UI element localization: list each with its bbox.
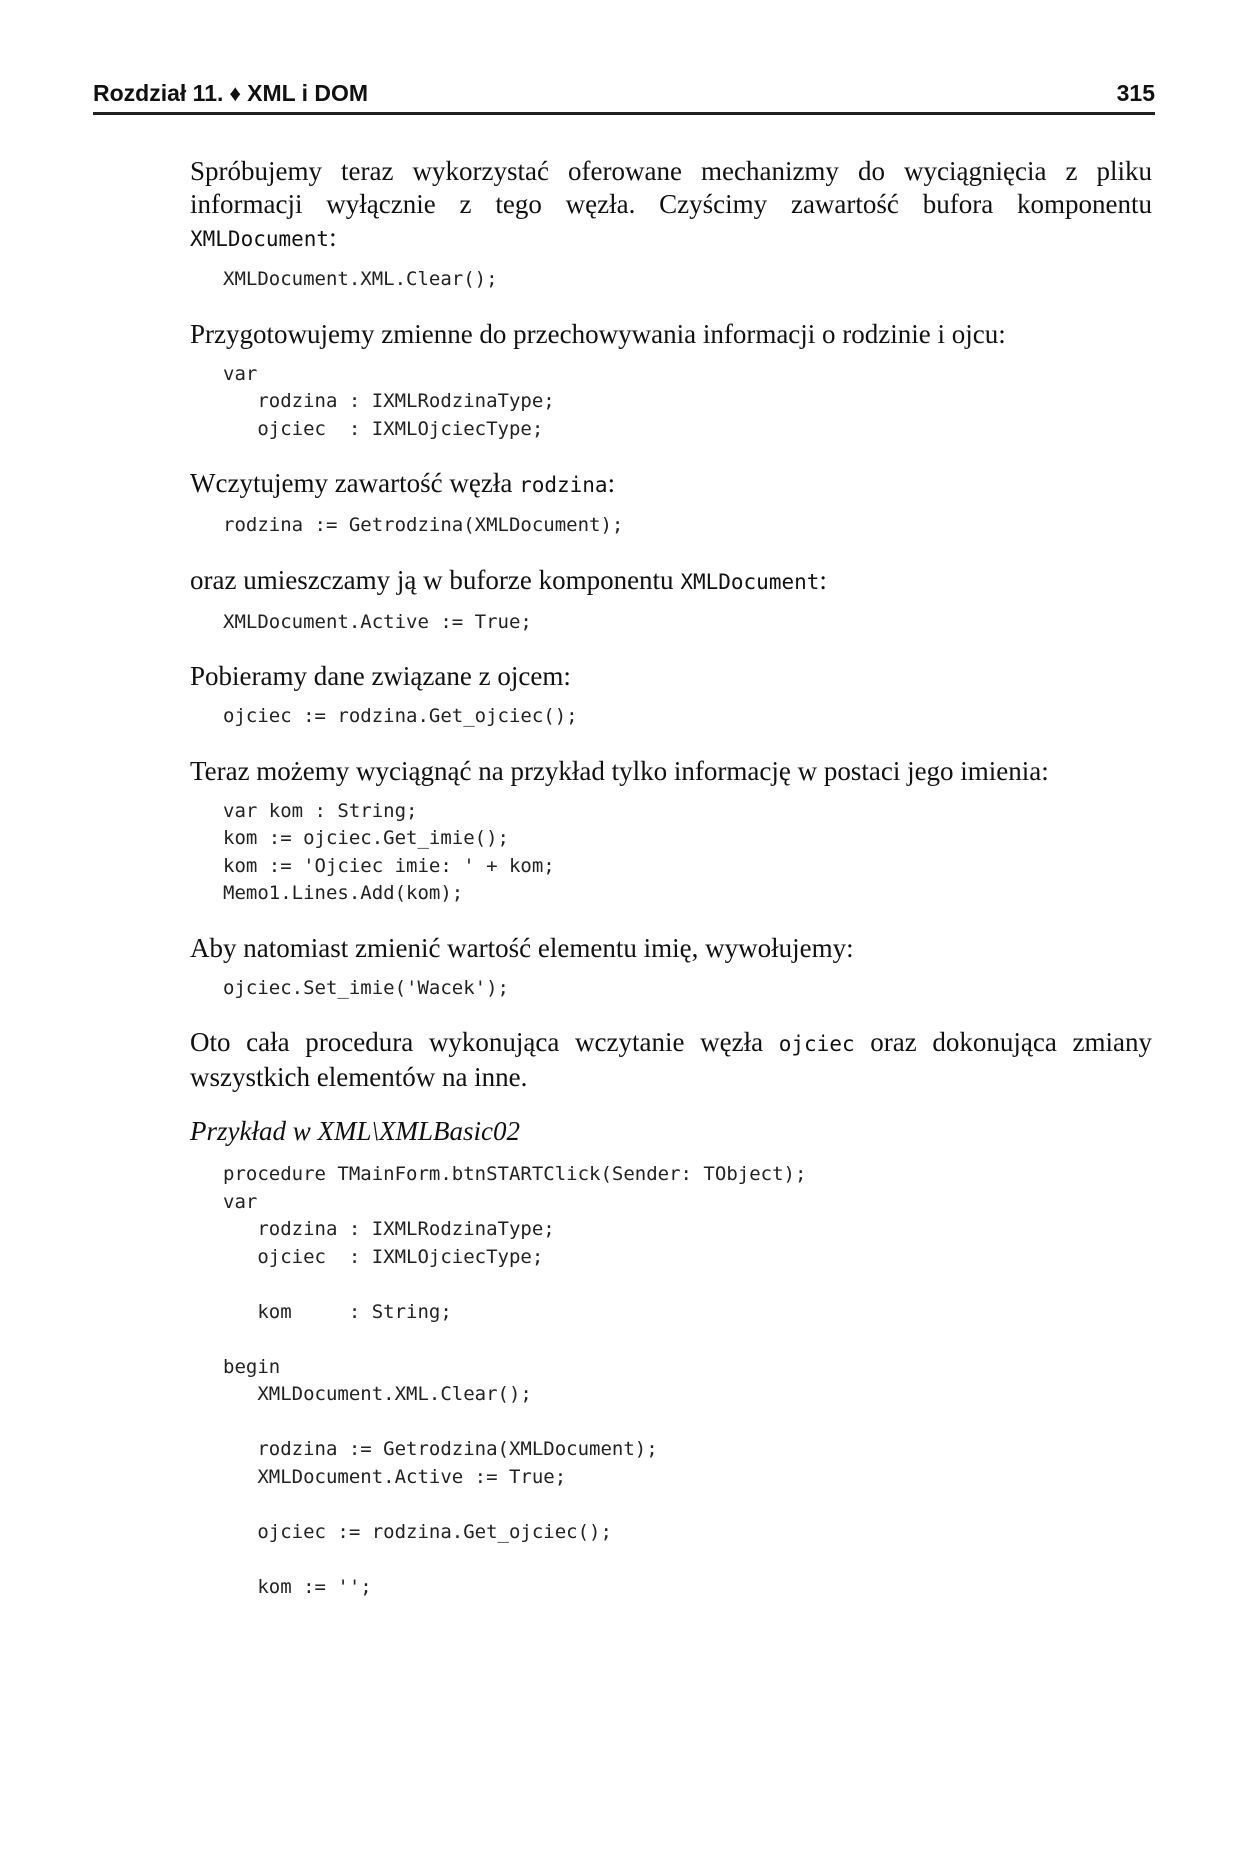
paragraph-text: oraz dokonująca zmiany wszystkich elementów na inne. bbox=[190, 1027, 1152, 1092]
page-header bbox=[93, 72, 1155, 115]
code-line: var bbox=[223, 1190, 258, 1213]
paragraph-text: : bbox=[819, 564, 827, 595]
code-line: rodzina : IXMLRodzinaType; bbox=[223, 1218, 555, 1240]
inline-code: rodzina bbox=[519, 473, 608, 497]
code-line: ojciec.Set_imie('Wacek'); bbox=[223, 976, 509, 999]
code-block-3 bbox=[223, 512, 1152, 540]
code-block-4 bbox=[223, 609, 1152, 637]
paragraph-text: : bbox=[329, 222, 337, 252]
code-block-1 bbox=[223, 266, 1152, 294]
code-line: ojciec := rodzina.Get_ojciec(); bbox=[223, 705, 578, 727]
code-line: kom := ''; bbox=[223, 1575, 372, 1598]
code-line bbox=[223, 1271, 1152, 1299]
code-block-7 bbox=[223, 975, 1152, 1003]
paragraph-2: Przygotowujemy zmienne do przechowywania informacji o rodzinie i ojcu: bbox=[190, 318, 1006, 349]
code-line: procedure TMainForm.btnSTARTClick(Sender: TObject); bbox=[223, 1163, 807, 1185]
code-line bbox=[223, 1491, 1152, 1519]
paragraph-3 bbox=[190, 467, 1152, 502]
inline-code: XMLDocument bbox=[190, 227, 330, 251]
code-block-5 bbox=[223, 703, 1152, 731]
code-line bbox=[223, 1409, 1152, 1437]
page-body bbox=[190, 155, 1152, 1625]
code-line: rodzina : IXMLRodzinaType; bbox=[223, 390, 555, 412]
code-line: XMLDocument.Active := True; bbox=[223, 610, 532, 633]
code-line: ojciec := rodzina.Get_ojciec(); bbox=[223, 1520, 612, 1543]
code-line: rodzina := Getrodzina(XMLDocument); bbox=[223, 1438, 658, 1460]
code-line: kom := ojciec.Get_imie(); bbox=[223, 827, 509, 849]
paragraph-text: oraz umieszczamy ją w buforze komponentu bbox=[190, 564, 681, 595]
running-head bbox=[93, 80, 368, 107]
paragraph-text: Spróbujemy teraz wykorzystać oferowane mechanizmy do wyciągnięcia z pliku informacji wyłącznie z tego węzła. Czyścimy zawartość bufora komponentu bbox=[190, 156, 1152, 219]
code-line: ojciec : IXMLOjciecType; bbox=[223, 1245, 544, 1268]
chapter-topic: XML i DOM bbox=[247, 80, 369, 106]
code-line bbox=[223, 1326, 1152, 1354]
code-block-8 bbox=[223, 1161, 1152, 1601]
code-line: XMLDocument.XML.Clear(); bbox=[223, 268, 498, 290]
inline-code: XMLDocument bbox=[680, 569, 820, 594]
code-block-2 bbox=[223, 361, 1152, 444]
example-caption: Przykład w XML\XMLBasic02 bbox=[190, 1116, 520, 1146]
code-line: var kom : String; bbox=[223, 799, 418, 822]
page-number: 315 bbox=[1116, 80, 1155, 106]
paragraph-4 bbox=[190, 564, 1152, 599]
code-line: XMLDocument.XML.Clear(); bbox=[223, 1383, 532, 1405]
paragraph-text: Oto cała procedura wykonująca wczytanie węzła bbox=[190, 1027, 779, 1057]
paragraph-6: Teraz możemy wyciągnąć na przykład tylko informację w postaci jego imienia: bbox=[190, 755, 1049, 786]
code-line: rodzina := Getrodzina(XMLDocument); bbox=[223, 514, 624, 536]
paragraph-7: Aby natomiast zmienić wartość elementu imię, wywołujemy: bbox=[190, 932, 854, 963]
code-line: kom := 'Ojciec imie: ' + kom; bbox=[223, 854, 555, 877]
code-line: Memo1.Lines.Add(kom); bbox=[223, 882, 464, 904]
code-line: kom : String; bbox=[223, 1300, 452, 1323]
code-line bbox=[223, 1546, 1152, 1574]
paragraph-1 bbox=[190, 155, 1152, 256]
code-line: ojciec : IXMLOjciecType; bbox=[223, 417, 544, 440]
paragraph-5: Pobieramy dane związane z ojcem: bbox=[190, 661, 571, 691]
code-block-6 bbox=[223, 798, 1152, 908]
chapter-label: Rozdział 11. bbox=[93, 80, 224, 106]
inline-code: ojciec bbox=[778, 1032, 855, 1056]
code-line: begin bbox=[223, 1355, 281, 1378]
code-line: var bbox=[223, 362, 258, 385]
code-line: XMLDocument.Active := True; bbox=[223, 1465, 567, 1488]
paragraph-text: Wczytujemy zawartość węzła bbox=[190, 468, 520, 498]
diamond-icon: ♦ bbox=[229, 80, 242, 106]
paragraph-text: : bbox=[607, 468, 616, 498]
paragraph-8 bbox=[190, 1026, 1152, 1094]
